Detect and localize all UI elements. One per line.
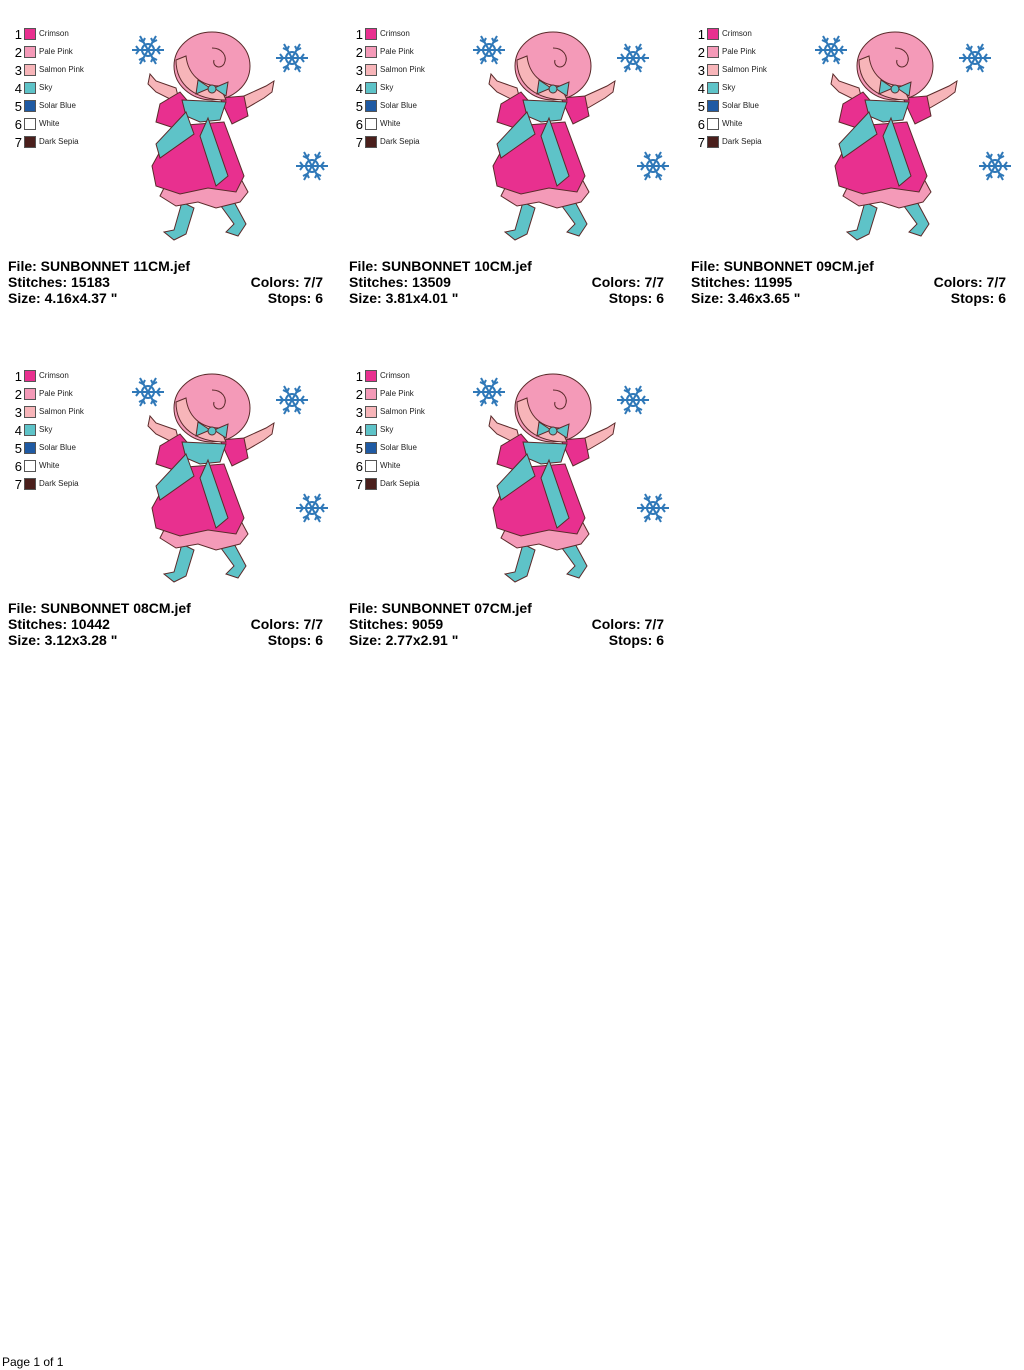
- palette-number: 6: [14, 459, 22, 474]
- snowflake-icon: [296, 152, 328, 180]
- palette-number: 1: [697, 27, 705, 42]
- color-name: White: [380, 461, 401, 470]
- design-size: Size: 4.16x4.37 ": [8, 290, 118, 306]
- color-swatch: [365, 460, 377, 472]
- palette-row: [355, 422, 455, 440]
- color-swatch: [707, 100, 719, 112]
- color-swatch: [24, 388, 36, 400]
- palette-number: 2: [355, 45, 363, 60]
- snowflake-icon: [132, 36, 164, 64]
- snowflake-icon: [473, 36, 505, 64]
- sunbonnet-girl-figure: [148, 374, 274, 582]
- palette-row: [14, 440, 114, 458]
- palette-number: 4: [14, 81, 22, 96]
- stop-count: Stops: 6: [950, 290, 1006, 306]
- palette-row: [697, 134, 797, 152]
- design-info: [691, 258, 1006, 306]
- design-card: [349, 26, 669, 326]
- palette-row: [697, 62, 797, 80]
- color-name: Solar Blue: [380, 443, 417, 452]
- color-count: Colors: 7/7: [250, 274, 323, 290]
- color-swatch: [24, 64, 36, 76]
- palette-number: 7: [355, 477, 363, 492]
- snowflake-icon: [132, 378, 164, 406]
- palette-row: [697, 116, 797, 134]
- color-swatch: [24, 28, 36, 40]
- palette-row: [355, 98, 455, 116]
- color-swatch: [24, 406, 36, 418]
- info-line: [349, 290, 664, 306]
- design-size: Size: 3.81x4.01 ": [349, 290, 459, 306]
- palette-number: 5: [697, 99, 705, 114]
- color-swatch: [365, 388, 377, 400]
- color-swatch: [707, 64, 719, 76]
- color-palette: [14, 368, 114, 494]
- info-line: [8, 600, 323, 616]
- snowflake-icon: [617, 44, 649, 72]
- palette-number: 3: [355, 63, 363, 78]
- page-footer: Page 1 of 1: [2, 1355, 64, 1369]
- color-name: Salmon Pink: [39, 407, 84, 416]
- snowflake-icon: [815, 36, 847, 64]
- info-line: [8, 632, 323, 648]
- palette-number: 5: [14, 99, 22, 114]
- color-count: Colors: 7/7: [591, 274, 664, 290]
- stitch-count: Stitches: 9059: [349, 616, 444, 632]
- color-name: Crimson: [380, 371, 410, 380]
- sunbonnet-girl-figure: [831, 32, 957, 240]
- sunbonnet-embroidery-image: [457, 26, 669, 246]
- stop-count: Stops: 6: [608, 290, 664, 306]
- snowflake-icon: [979, 152, 1011, 180]
- design-card: [8, 26, 328, 326]
- info-line: [349, 258, 664, 274]
- color-swatch: [365, 406, 377, 418]
- color-name: White: [380, 119, 401, 128]
- palette-number: 7: [697, 135, 705, 150]
- sunbonnet-embroidery-image: [116, 368, 328, 588]
- palette-number: 7: [355, 135, 363, 150]
- design-size: Size: 3.46x3.65 ": [691, 290, 801, 306]
- info-line: [8, 274, 323, 290]
- sunbonnet-embroidery-image: [116, 26, 328, 246]
- color-swatch: [365, 442, 377, 454]
- palette-number: 1: [355, 369, 363, 384]
- snowflake-icon: [959, 44, 991, 72]
- info-line: [8, 616, 323, 632]
- snowflake-icon: [637, 152, 669, 180]
- color-swatch: [707, 28, 719, 40]
- stitch-count: Stitches: 11995: [691, 274, 793, 290]
- color-swatch: [365, 82, 377, 94]
- file-name: File: SUNBONNET 10CM.jef: [349, 258, 532, 274]
- color-name: Dark Sepia: [39, 137, 79, 146]
- color-swatch: [24, 478, 36, 490]
- palette-number: 4: [697, 81, 705, 96]
- palette-row: [14, 386, 114, 404]
- color-swatch: [365, 136, 377, 148]
- palette-row: [355, 80, 455, 98]
- color-swatch: [707, 46, 719, 58]
- palette-number: 4: [14, 423, 22, 438]
- snowflake-icon: [637, 494, 669, 522]
- palette-row: [14, 80, 114, 98]
- info-line: [691, 290, 1006, 306]
- design-info: [349, 258, 664, 306]
- sunbonnet-embroidery-image: [457, 368, 669, 588]
- color-swatch: [365, 424, 377, 436]
- palette-row: [14, 404, 114, 422]
- color-swatch: [24, 442, 36, 454]
- color-swatch: [24, 118, 36, 130]
- color-name: Pale Pink: [39, 47, 73, 56]
- palette-number: 6: [355, 459, 363, 474]
- color-name: Salmon Pink: [380, 407, 425, 416]
- color-swatch: [365, 478, 377, 490]
- color-swatch: [365, 100, 377, 112]
- stitch-count: Stitches: 10442: [8, 616, 110, 632]
- color-count: Colors: 7/7: [591, 616, 664, 632]
- sunbonnet-girl-figure: [148, 32, 274, 240]
- color-name: Crimson: [380, 29, 410, 38]
- info-line: [349, 600, 664, 616]
- palette-number: 2: [697, 45, 705, 60]
- sunbonnet-girl-figure: [489, 32, 615, 240]
- info-line: [8, 258, 323, 274]
- color-name: Pale Pink: [380, 389, 414, 398]
- color-swatch: [24, 136, 36, 148]
- palette-row: [355, 116, 455, 134]
- palette-row: [697, 26, 797, 44]
- color-swatch: [365, 118, 377, 130]
- color-name: Pale Pink: [722, 47, 756, 56]
- color-swatch: [24, 82, 36, 94]
- palette-row: [355, 458, 455, 476]
- color-palette: [14, 26, 114, 152]
- color-name: Dark Sepia: [380, 137, 420, 146]
- snowflake-icon: [617, 386, 649, 414]
- palette-number: 5: [14, 441, 22, 456]
- stop-count: Stops: 6: [267, 632, 323, 648]
- snowflake-icon: [276, 386, 308, 414]
- palette-number: 2: [14, 387, 22, 402]
- design-card: [349, 368, 669, 668]
- info-line: [349, 616, 664, 632]
- color-swatch: [707, 136, 719, 148]
- color-name: Salmon Pink: [39, 65, 84, 74]
- color-name: Sky: [380, 425, 394, 434]
- palette-row: [355, 476, 455, 494]
- palette-row: [14, 98, 114, 116]
- color-swatch: [365, 64, 377, 76]
- palette-number: 1: [14, 369, 22, 384]
- color-swatch: [365, 46, 377, 58]
- color-name: Dark Sepia: [722, 137, 762, 146]
- color-name: Solar Blue: [39, 443, 76, 452]
- color-name: Pale Pink: [39, 389, 73, 398]
- snowflake-icon: [276, 44, 308, 72]
- palette-number: 4: [355, 423, 363, 438]
- color-name: Solar Blue: [722, 101, 759, 110]
- palette-row: [14, 422, 114, 440]
- color-swatch: [707, 82, 719, 94]
- stop-count: Stops: 6: [608, 632, 664, 648]
- stop-count: Stops: 6: [267, 290, 323, 306]
- info-line: [349, 632, 664, 648]
- palette-row: [14, 44, 114, 62]
- color-swatch: [24, 370, 36, 382]
- palette-number: 1: [355, 27, 363, 42]
- palette-number: 7: [14, 477, 22, 492]
- palette-number: 3: [14, 63, 22, 78]
- design-size: Size: 3.12x3.28 ": [8, 632, 118, 648]
- color-swatch: [24, 100, 36, 112]
- palette-row: [355, 404, 455, 422]
- color-name: Sky: [722, 83, 736, 92]
- info-line: [8, 290, 323, 306]
- color-name: Solar Blue: [39, 101, 76, 110]
- palette-number: 6: [355, 117, 363, 132]
- color-name: Salmon Pink: [380, 65, 425, 74]
- palette-number: 2: [14, 45, 22, 60]
- color-name: Crimson: [39, 29, 69, 38]
- palette-row: [14, 458, 114, 476]
- color-swatch: [24, 46, 36, 58]
- palette-row: [355, 134, 455, 152]
- palette-number: 3: [14, 405, 22, 420]
- palette-number: 5: [355, 99, 363, 114]
- palette-row: [14, 476, 114, 494]
- palette-number: 3: [355, 405, 363, 420]
- color-count: Colors: 7/7: [250, 616, 323, 632]
- snowflake-icon: [296, 494, 328, 522]
- palette-row: [697, 44, 797, 62]
- color-name: White: [39, 119, 60, 128]
- color-palette: [355, 26, 455, 152]
- palette-number: 4: [355, 81, 363, 96]
- color-name: White: [39, 461, 60, 470]
- palette-row: [14, 368, 114, 386]
- palette-number: 3: [697, 63, 705, 78]
- snowflake-icon: [473, 378, 505, 406]
- color-palette: [697, 26, 797, 152]
- color-swatch: [24, 460, 36, 472]
- color-name: Crimson: [39, 371, 69, 380]
- stitch-count: Stitches: 13509: [349, 274, 451, 290]
- sunbonnet-girl-figure: [489, 374, 615, 582]
- stitch-count: Stitches: 15183: [8, 274, 110, 290]
- design-size: Size: 2.77x2.91 ": [349, 632, 459, 648]
- palette-row: [355, 62, 455, 80]
- info-line: [691, 274, 1006, 290]
- sunbonnet-embroidery-image: [799, 26, 1011, 246]
- info-line: [691, 258, 1006, 274]
- palette-row: [14, 134, 114, 152]
- color-count: Colors: 7/7: [933, 274, 1006, 290]
- palette-number: 7: [14, 135, 22, 150]
- palette-number: 6: [14, 117, 22, 132]
- palette-number: 2: [355, 387, 363, 402]
- file-name: File: SUNBONNET 09CM.jef: [691, 258, 874, 274]
- color-name: Crimson: [722, 29, 752, 38]
- palette-row: [14, 62, 114, 80]
- color-name: Sky: [39, 425, 53, 434]
- color-name: Sky: [380, 83, 394, 92]
- palette-number: 5: [355, 441, 363, 456]
- color-name: White: [722, 119, 743, 128]
- design-card: [691, 26, 1011, 326]
- design-info: [349, 600, 664, 648]
- color-name: Dark Sepia: [380, 479, 420, 488]
- palette-row: [355, 440, 455, 458]
- color-swatch: [24, 424, 36, 436]
- color-swatch: [707, 118, 719, 130]
- info-line: [349, 274, 664, 290]
- palette-number: 6: [697, 117, 705, 132]
- file-name: File: SUNBONNET 07CM.jef: [349, 600, 532, 616]
- palette-row: [697, 98, 797, 116]
- palette-row: [697, 80, 797, 98]
- color-name: Dark Sepia: [39, 479, 79, 488]
- palette-row: [14, 116, 114, 134]
- color-name: Pale Pink: [380, 47, 414, 56]
- color-name: Sky: [39, 83, 53, 92]
- color-palette: [355, 368, 455, 494]
- palette-row: [355, 44, 455, 62]
- palette-row: [355, 26, 455, 44]
- color-swatch: [365, 370, 377, 382]
- color-name: Solar Blue: [380, 101, 417, 110]
- design-info: [8, 600, 323, 648]
- palette-row: [355, 386, 455, 404]
- palette-row: [355, 368, 455, 386]
- color-swatch: [365, 28, 377, 40]
- design-info: [8, 258, 323, 306]
- color-name: Salmon Pink: [722, 65, 767, 74]
- palette-row: [14, 26, 114, 44]
- design-card: [8, 368, 328, 668]
- file-name: File: SUNBONNET 11CM.jef: [8, 258, 191, 274]
- file-name: File: SUNBONNET 08CM.jef: [8, 600, 191, 616]
- palette-number: 1: [14, 27, 22, 42]
